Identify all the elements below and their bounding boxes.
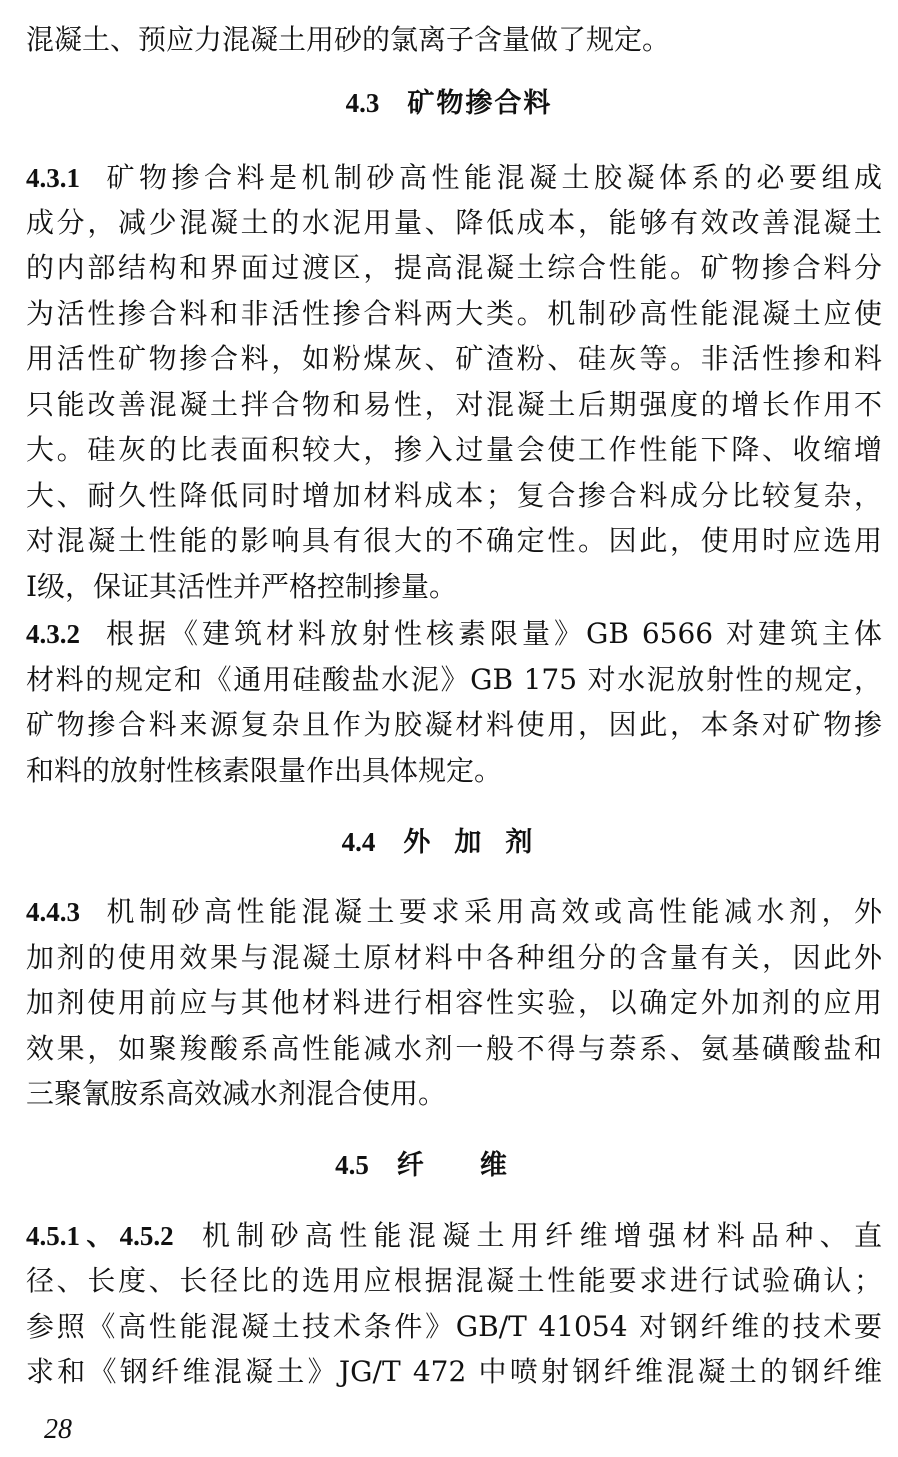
paragraph-line: 对混凝土性能的影响具有很大的不确定性。因此，使用时应选用 <box>26 524 882 557</box>
section-heading-4-5 <box>0 1142 898 1188</box>
line-text: 根据《建筑材料放射性核素限量》GB 6566 对建筑主体 <box>102 617 882 650</box>
paragraph-line: 成分，减少混凝土的水泥用量、降低成本，能够有效改善混凝土 <box>26 206 882 239</box>
section-number: 4.4 <box>341 827 376 857</box>
paragraph-line <box>26 155 882 201</box>
section-title: 纤维 <box>396 1150 563 1181</box>
paragraph-line: 参照《高性能混凝土技术条件》GB/T 41054 对钢纤维的技术要 <box>26 1310 882 1343</box>
paragraph-line: 大。硅灰的比表面积较大，掺入过量会使工作性能下降、收缩增 <box>26 433 882 466</box>
section-heading-4-3 <box>0 80 898 126</box>
paragraph-line <box>26 1213 882 1259</box>
line-text: 机制砂高性能混凝土要求采用高效或高性能减水剂，外 <box>102 895 882 928</box>
line-text: 机制砂高性能混凝土用纤维增强材料品种、直 <box>195 1219 882 1252</box>
paragraph-line: 径、长度、长径比的选用应根据混凝土性能要求进行试验确认； <box>26 1264 882 1297</box>
paragraph-line: 和料的放射性核素限量作出具体规定。 <box>26 754 503 787</box>
paragraph-line: 加剂的使用效果与混凝土原材料中各种组分的含量有关，因此外 <box>26 941 882 974</box>
clause-number: 4.3.2 <box>26 619 80 649</box>
paragraph-line: 的内部结构和界面过渡区，提高混凝土综合性能。矿物掺合料分 <box>26 251 882 284</box>
page-number: 28 <box>44 1414 72 1445</box>
paragraph-line: 用活性矿物掺合料，如粉煤灰、矿渣粉、硅灰等。非活性掺和料 <box>26 342 882 375</box>
section-title: 外加剂 <box>403 827 557 858</box>
clause-number: 4.3.1 <box>26 163 80 193</box>
paragraph-line: 只能改善混凝土拌合物和易性，对混凝土后期强度的增长作用不 <box>26 388 882 421</box>
section-heading-4-4 <box>0 819 898 865</box>
paragraph-line: 大、耐久性降低同时增加材料成本；复合掺合料成分比较复杂， <box>26 479 882 512</box>
paragraph-line: 求和《钢纤维混凝土》JG/T 472 中喷射钢纤维混凝土的钢纤维 <box>26 1355 882 1388</box>
section-number: 4.3 <box>345 88 380 118</box>
paragraph-line: 三聚氰胺系高效减水剂混合使用。 <box>26 1077 447 1110</box>
paragraph-line: 材料的规定和《通用硅酸盐水泥》GB 175 对水泥放射性的规定， <box>26 663 882 696</box>
clause-number: 4.5.1、4.5.2 <box>26 1221 174 1251</box>
paragraph-line: Ⅰ级，保证其活性并严格控制掺量。 <box>26 570 458 603</box>
section-title: 矿物掺合料 <box>407 88 553 119</box>
paragraph-line: 加剂使用前应与其他材料进行相容性实验，以确定外加剂的应用 <box>26 986 882 1019</box>
paragraph-line: 效果，如聚羧酸系高性能减水剂一般不得与萘系、氨基磺酸盐和 <box>26 1032 882 1065</box>
paragraph-line <box>26 611 882 657</box>
line-text: 矿物掺合料是机制砂高性能混凝土胶凝体系的必要组成 <box>102 161 882 194</box>
paragraph-line: 矿物掺合料来源复杂且作为胶凝材料使用，因此，本条对矿物掺 <box>26 708 882 741</box>
clause-number: 4.4.3 <box>26 897 80 927</box>
paragraph-line: 为活性掺合料和非活性掺合料两大类。机制砂高性能混凝土应使 <box>26 297 882 330</box>
paragraph-line <box>26 889 882 935</box>
section-number: 4.5 <box>335 1150 369 1180</box>
paragraph-line: 混凝土、预应力混凝土用砂的氯离子含量做了规定。 <box>26 23 671 56</box>
